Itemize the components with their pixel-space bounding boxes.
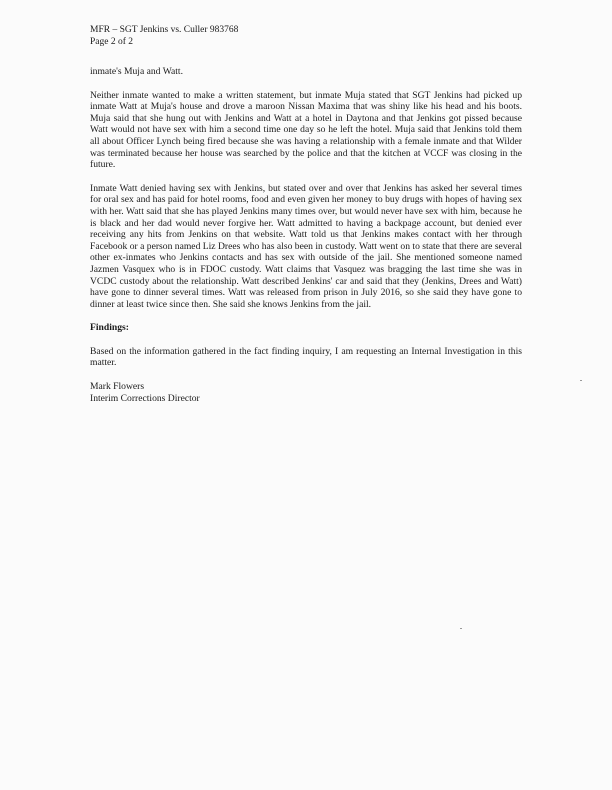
signer-name: Mark Flowers <box>90 381 145 393</box>
page-number: Page 2 of 2 <box>90 37 134 47</box>
signer-title: Interim Corrections Director <box>90 392 200 404</box>
header-reference: MFR – SGT Jenkins vs. Culler 983768 <box>90 25 239 35</box>
findings-text: Based on the information gathered in the fact finding inquiry, I am requesting an Internal Investigation in this matter. <box>90 345 522 369</box>
scan-speck <box>460 628 462 629</box>
paragraph-muja-statement: Neither inmate wanted to make a written statement, but inmate Muja stated that SGT Jenkins had picked up inmate Watt at Muja's house and drove a maroon Nissan Maxima that was shiny like his head and his boots. Muja said that she hung out with Jenkins and Watt at a hotel in Daytona and that Jenkins got pissed because Watt would not have sex with him a second time one day so he left the hotel. Muja said that Jenkins told them all about Officer Lynch being fired because she was having a relationship with a female inmate and that Wilder was terminated because her house was searched by the police and that the kitchen at VCCF was closing in the future. <box>90 89 522 171</box>
findings-heading: Findings: <box>90 322 129 334</box>
scan-speck <box>580 380 582 381</box>
paragraph-watt-statement: Inmate Watt denied having sex with Jenkins, but stated over and over that Jenkins has asked her several times for oral sex and has paid for hotel rooms, food and even given her money to buy drugs with hopes of having sex with her. Watt said that she has played Jenkins many times over, but would never have sex with him, because he is black and her dad would never forgive her. Watt admitted to having a backpage account, but denied ever receiving any hits from Jenkins on that website. Watt told us that Jenkins makes contact with her through Facebook or a person named Liz Drees who has also been in custody. Watt went on to state that there are several other ex-inmates who Jenkins contacts and has sex with outside of the jail. She mentioned someone named Jazmen Vasquex who is in FDOC custody. Watt claims that Vasquez was bragging the last time she was in VCDC custody about the relationship. Watt described Jenkins' car and said that they (Jenkins, Drees and Watt) have gone to dinner several times. Watt was released from prison in July 2016, so she said they have gone to dinner at least twice since then. She said she knows Jenkins from the jail. <box>90 182 522 310</box>
page-header <box>90 24 238 48</box>
signature-block <box>90 381 522 404</box>
document-body <box>90 66 522 404</box>
paragraph-continuation: inmate's Muja and Watt. <box>90 66 183 77</box>
